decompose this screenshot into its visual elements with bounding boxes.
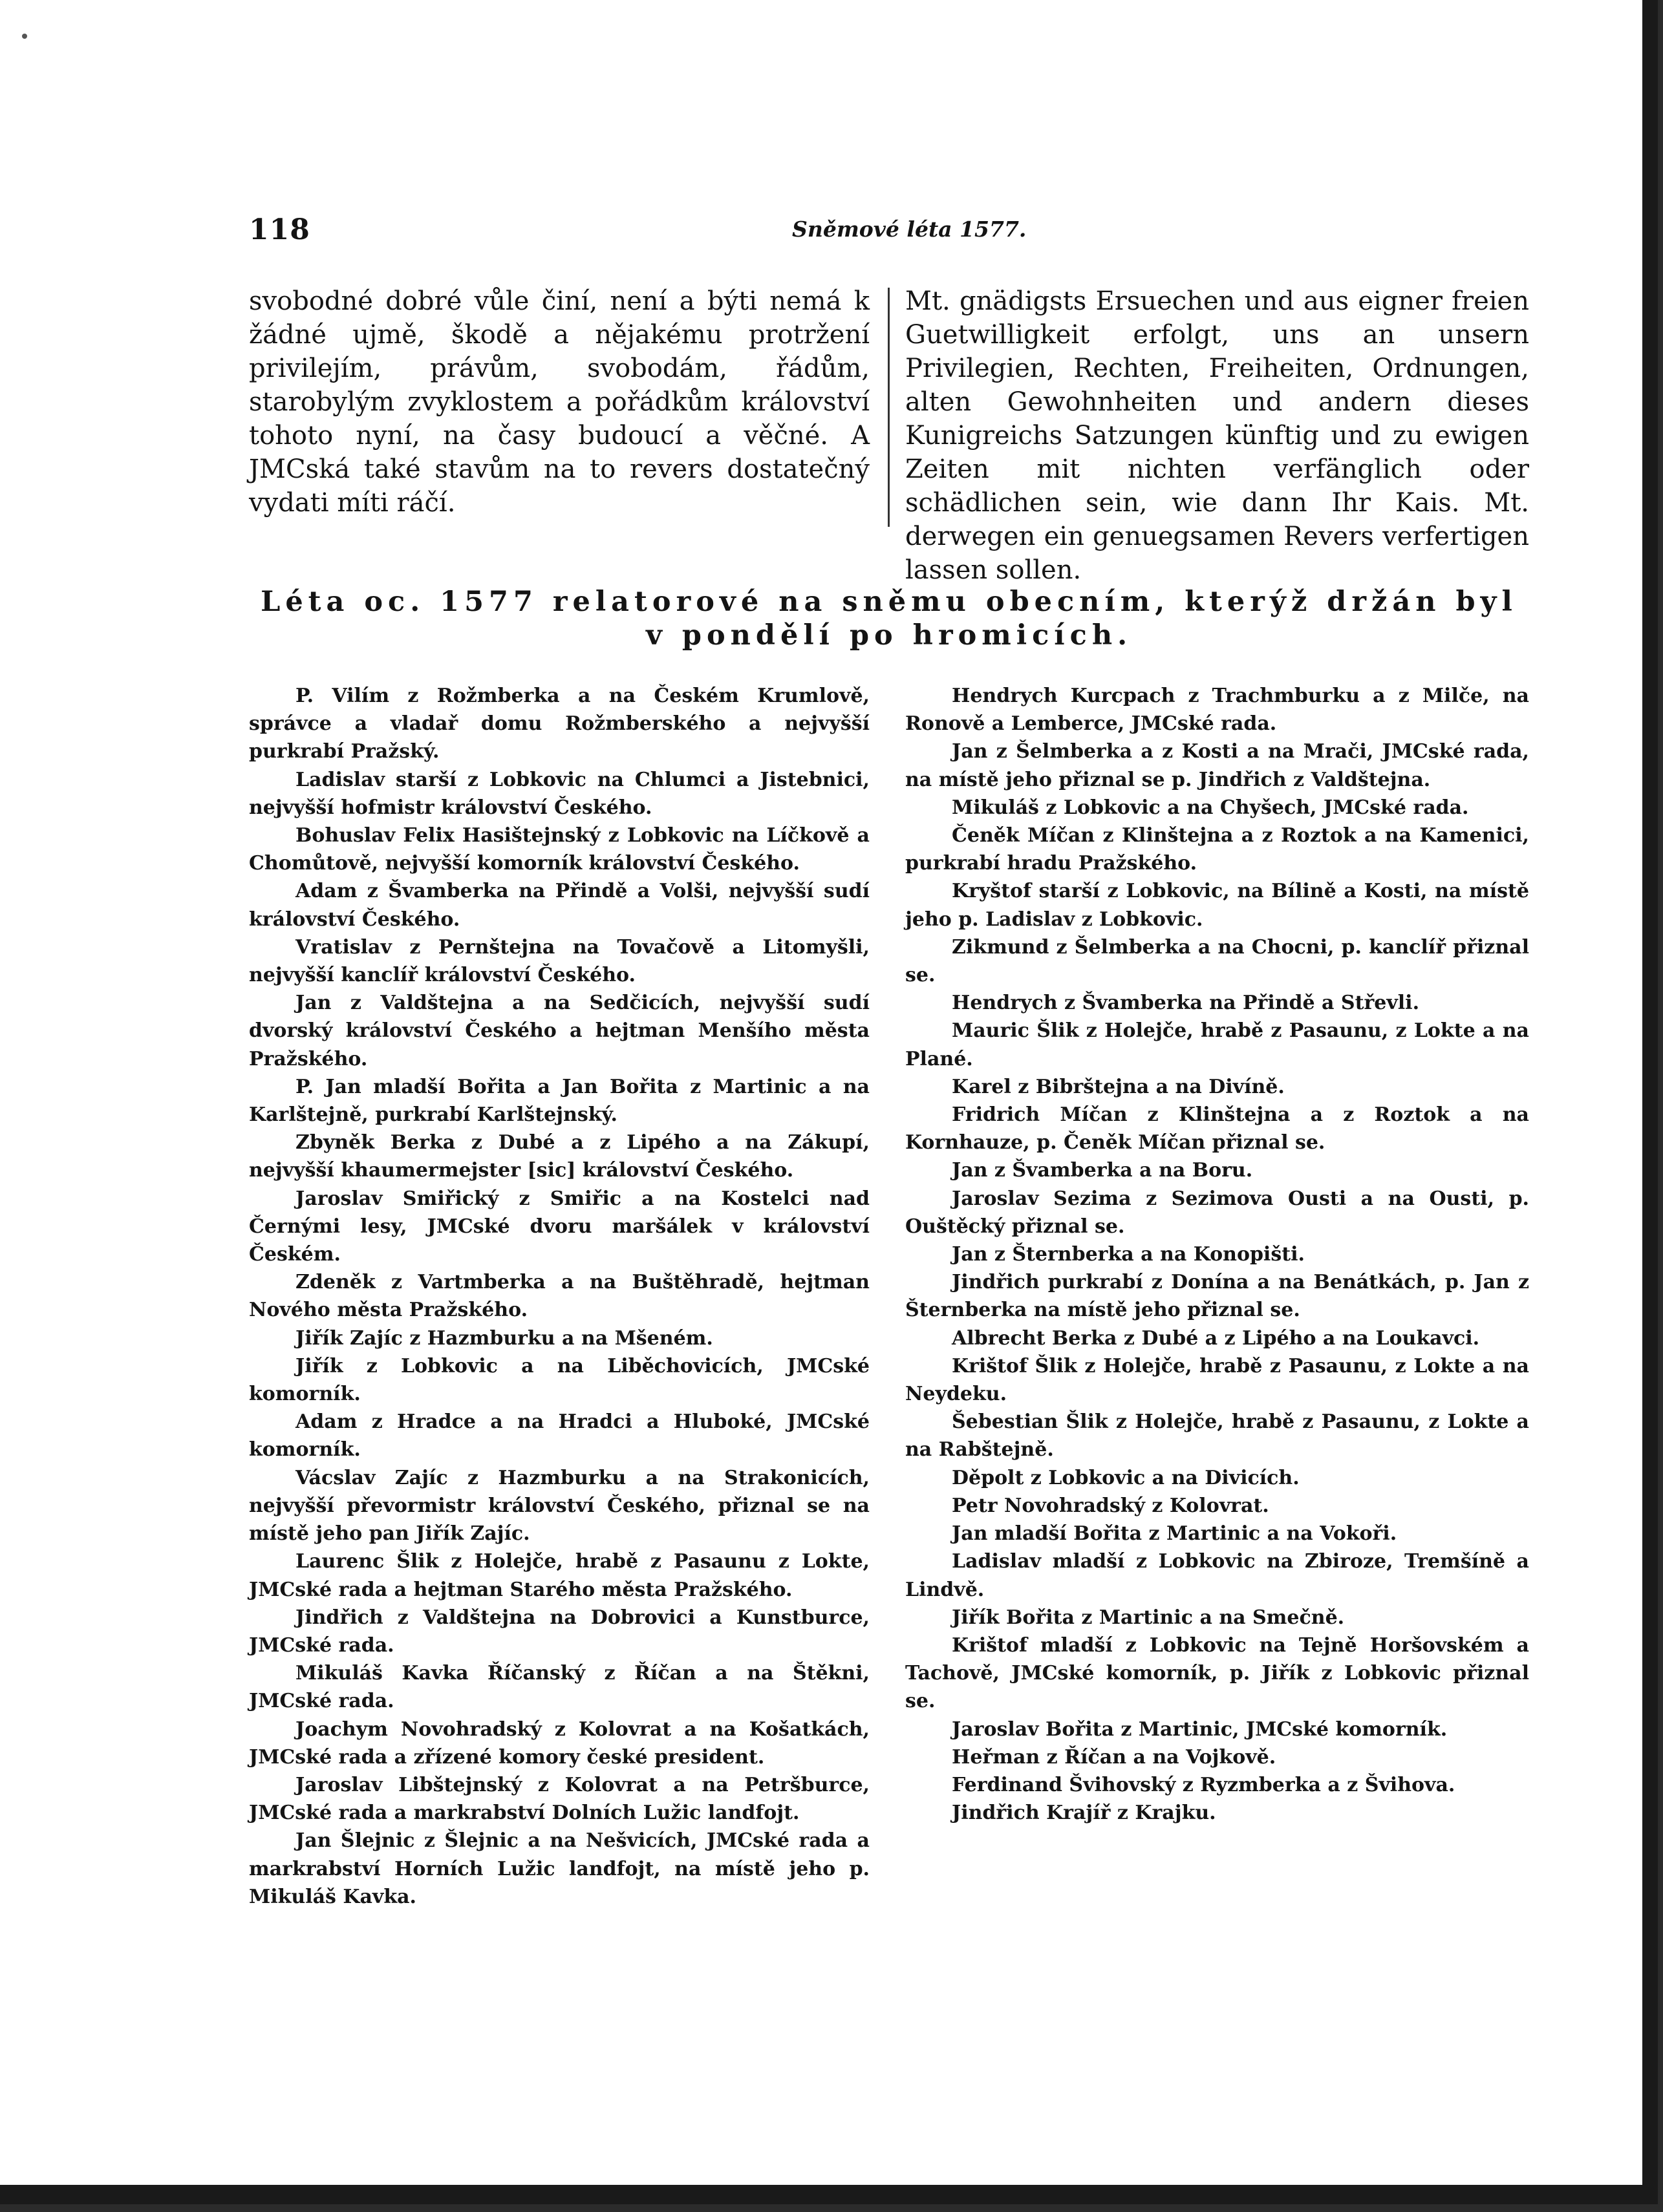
relator-entry: Jiřík Bořita z Martinic a na Smečně. (952, 1606, 1345, 1629)
relator-entry: Jan mladší Bořita z Martinic a na Vokoři. (952, 1522, 1397, 1546)
relator-entry: Heřman z Říčan a na Vojkově. (952, 1745, 1276, 1769)
relator-entry: Jan Šlejnic z Šlejnic a na Nešvicích, JMCské rada a markrabství Horních Lužic landfojt, na místě jeho p. Mikuláš Kavka. (249, 1829, 870, 1908)
relator-entry: Adam z Hradce a na Hradci a Hluboké, JMCské komorník. (249, 1410, 870, 1462)
relator-entry: Hendrych Kurcpach z Trachmburku a z Milče, na Ronově a Lemberce, JMCské rada. (905, 685, 1529, 736)
german-paragraph: Mt. gnädigsts Ersuechen und aus eigner freien Guetwilligkeit erfolgt, uns an unsern Privilegien, Rechten, Freiheiten, Ordnungen, alten Gewohnheiten und andern dieses Kunigreichs Satzungen künftig und zu ewigen Zeiten mit nichten verfänglich oder schädlichen sein, wie dann Ihr Kais. Mt. derwegen ein genuegsamen Revers verfertigen lassen sollen. (905, 286, 1529, 585)
relator-entry: Fridrich Míčan z Klinštejna a z Roztok a na Kornhauze, p. Čeněk Míčan přiznal se. (905, 1103, 1529, 1154)
relators-list-left (249, 682, 870, 1911)
relator-entry: Vratislav z Pernštejna na Tovačově a Litomyšli, nejvyšší kanclíř království Českého. (249, 935, 870, 987)
relator-entry: Zbyněk Berka z Dubé a z Lipého a na Zákupí, nejvyšší khaumermejster [sic] království Českého. (249, 1131, 870, 1182)
relator-entry: Jaroslav Bořita z Martinic, JMCské komorník. (952, 1717, 1448, 1741)
relator-entry: Jindřich Krajíř z Krajku. (952, 1802, 1216, 1825)
relator-entry: Čeněk Míčan z Klinštejna a z Roztok a na Kamenici, purkrabí hradu Pražského. (905, 824, 1529, 875)
relator-entry: Jan z Šelmberka a z Kosti a na Mrači, JMCské rada, na místě jeho přiznal se p. Jindřich z Valdštejna. (905, 740, 1529, 791)
czech-paragraph: svobodné dobré vůle činí, není a býti nemá k žádné ujmě, škodě a nějakému protržení privilejím, právům, svobodám, řádům, starobylým zvyklostem a pořádkům království tohoto nyní, na časy budoucí a věčné. A JMCská také stavům na to revers dostatečný vydati míti ráčí. (249, 286, 870, 518)
relator-entry: Bohuslav Felix Hasištejnský z Lobkovic na Líčkově a Chomůtově, nejvyšší komorník království Českého. (249, 824, 870, 875)
relator-entry: Albrecht Berka z Dubé a z Lipého a na Loukavci. (952, 1326, 1480, 1350)
scan-speck (22, 34, 27, 39)
relators-list-right (905, 682, 1529, 1827)
relator-entry: Jan z Valdštejna a na Sedčicích, nejvyšší sudí dvorský království Českého a hejtman Menšího města Pražského. (249, 992, 870, 1070)
relator-entry: Karel z Bibrštejna a na Divíně. (952, 1075, 1285, 1098)
relator-entry: Ladislav starší z Lobkovic na Chlumci a Jistebnici, nejvyšší hofmistr království Českého. (249, 768, 870, 819)
relator-entry: Laurenc Šlik z Holejče, hrabě z Pasaunu z Lokte, JMCské rada a hejtman Starého města Pražského. (249, 1550, 870, 1601)
relator-entry: Mauric Šlik z Holejče, hrabě z Pasaunu, z Lokte a na Plané. (905, 1019, 1529, 1070)
relator-entry: P. Jan mladší Bořita a Jan Bořita z Martinic a na Karlštejně, purkrabí Karlštejnský. (249, 1075, 870, 1127)
relator-entry: Krištof mladší z Lobkovic na Tejně Horšovském a Tachově, JMCské komorník, p. Jiřík z Lobkovic přiznal se. (905, 1633, 1529, 1713)
column-divider (888, 288, 890, 527)
section-heading: Léta oc. 1577 relatorové na sněmu obecním, kterýž držán byl v pondělí po hromicích. (261, 586, 1518, 652)
relator-entry: Hendrych z Švamberka na Přindě a Střevli. (952, 992, 1420, 1015)
relator-entry: Jindřich z Valdštejna na Dobrovici a Kunstburce, JMCské rada. (249, 1606, 870, 1657)
relator-entry: Šebestian Šlik z Holejče, hrabě z Pasaunu, z Lokte a na Rabštejně. (905, 1410, 1529, 1462)
relator-entry: Kryštof starší z Lobkovic, na Bílině a Kosti, na místě jeho p. Ladislav z Lobkovic. (905, 880, 1529, 931)
relator-entry: Zikmund z Šelmberka a na Chocni, p. kanclíř přiznal se. (905, 935, 1529, 987)
german-text-column (905, 284, 1529, 587)
relator-entry: Jiřík z Lobkovic a na Liběchovicích, JMCské komorník. (249, 1354, 870, 1406)
czech-text-column (249, 284, 870, 520)
relator-entry: Děpolt z Lobkovic a na Divicích. (952, 1466, 1300, 1489)
relator-entry: Mikuláš z Lobkovic a na Chyšech, JMCské rada. (952, 796, 1469, 819)
relator-entry: Jaroslav Libštejnský z Kolovrat a na Petršburce, JMCské rada a markrabství Dolních Lužic landfojt. (249, 1773, 870, 1825)
relator-entry: Jaroslav Smiřický z Smiřic a na Kostelci nad Černými lesy, JMCské dvoru maršálek v království Českém. (249, 1187, 870, 1266)
relator-entry: Ladislav mladší z Lobkovic na Zbiroze, Tremšíně a Lindvě. (905, 1550, 1529, 1601)
relator-entry: Jan z Švamberka a na Boru. (952, 1159, 1253, 1182)
relator-entry: Jaroslav Sezima z Sezimova Ousti a na Ousti, p. Ouštěcký přiznal se. (905, 1187, 1529, 1238)
relator-entry: Adam z Švamberka na Přindě a Volši, nejvyšší sudí království Českého. (249, 880, 870, 931)
relator-entry: P. Vilím z Rožmberka a na Českém Krumlově, správce a vladař domu Rožmberského a nejvyšší purkrabí Pražský. (249, 685, 870, 763)
relator-entry: Krištof Šlik z Holejče, hrabě z Pasaunu, z Lokte a na Neydeku. (905, 1354, 1529, 1406)
relator-entry: Petr Novohradský z Kolovrat. (952, 1494, 1269, 1517)
relator-entry: Jan z Šternberka a na Konopišti. (952, 1243, 1305, 1266)
running-title: Sněmové léta 1577. (792, 217, 1027, 242)
relator-entry: Vácslav Zajíc z Hazmburku a na Strakonicích, nejvyšší převormistr království Českého, přiznal se na místě jeho pan Jiřík Zajíc. (249, 1466, 870, 1546)
relator-entry: Ferdinand Švihovský z Ryzmberka a z Švihova. (952, 1773, 1455, 1796)
relator-entry: Mikuláš Kavka Říčanský z Říčan a na Štěkni, JMCské rada. (249, 1662, 870, 1713)
relator-entry: Jiřík Zajíc z Hazmburku a na Mšeném. (295, 1326, 713, 1350)
relator-entry: Jindřich purkrabí z Donína a na Benátkách, p. Jan z Šternberka na místě jeho přiznal se. (905, 1271, 1529, 1322)
relator-entry: Zdeněk z Vartmberka a na Buštěhradě, hejtman Nového města Pražského. (249, 1271, 870, 1322)
page-number: 118 (249, 213, 310, 246)
relator-entry: Joachym Novohradský z Kolovrat a na Košatkách, JMCské rada a zřízené komory české president. (249, 1717, 870, 1769)
